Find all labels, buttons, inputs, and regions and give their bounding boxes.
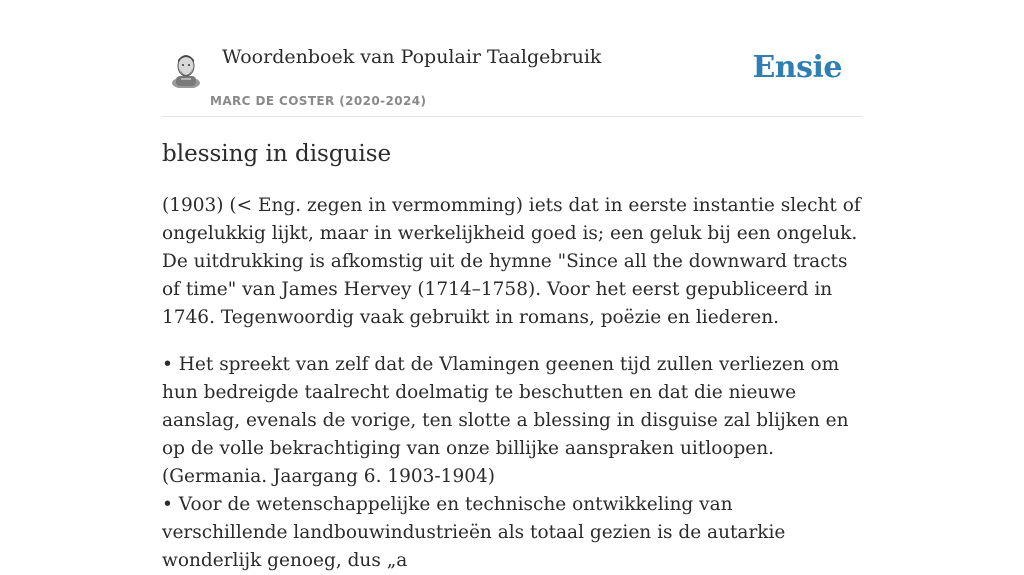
entry-title: blessing in disguise xyxy=(162,141,392,167)
page xyxy=(162,0,862,571)
entry-examples xyxy=(162,351,862,575)
example-item: • Voor de wetenschappelijke en technische ontwikkeling van verschillende landbouwindustrieën als totaal gezien is de autarkie wonderlijk genoeg, dus „a xyxy=(162,494,786,571)
site-header xyxy=(162,0,862,117)
example-item: • Het spreekt van zelf dat de Vlamingen geenen tijd zullen verliezen om hun bedreigde taalrecht doelmatig te beschutten en dat die nieuwe aanslag, evenals de vorige, ten slotte a blessing in disguise zal blijken en op de volle bekrachtiging van onze billijke aanspraken uitloopen. (Germania. Jaargang 6. 1903-1904) xyxy=(162,354,849,487)
entry-definition: (1903) (< Eng. zegen in vermomming) iets dat in eerste instantie slecht of ongelukkig lijkt, maar in werkelijkheid goed is; een geluk bij een ongeluk. De uitdrukking is afkomstig uit de hymne "Since all the downward tracts of time" van James Hervey (1714–1758). Voor het eerst gepubliceerd in 1746. Tegenwoordig vaak gebruikt in romans, poëzie en liederen. xyxy=(162,195,861,328)
site-title[interactable]: Woordenboek van Populair Taalgebruik xyxy=(222,46,602,68)
author-label[interactable]: MARC DE COSTER (2020-2024) xyxy=(210,94,427,108)
author-portrait-icon[interactable] xyxy=(170,52,202,88)
brand-logo[interactable]: Ensie xyxy=(752,50,842,85)
